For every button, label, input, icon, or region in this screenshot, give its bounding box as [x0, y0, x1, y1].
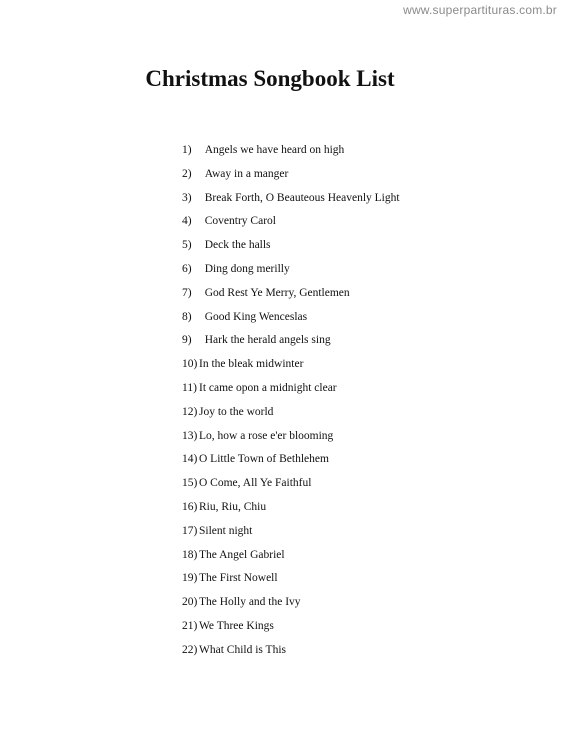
song-title: The Holly and the Ivy	[199, 596, 301, 609]
song-number: 13)	[182, 429, 198, 442]
song-number: 17)	[182, 524, 198, 537]
song-number: 5)	[182, 239, 192, 252]
song-title: Riu, Riu, Chiu	[199, 500, 267, 513]
song-title: It came opon a midnight clear	[199, 381, 337, 394]
list-item	[182, 427, 400, 451]
song-number: 1)	[182, 144, 192, 156]
song-title: O Little Town of Bethlehem	[199, 453, 329, 466]
song-number: 20)	[182, 596, 198, 609]
list-item	[182, 379, 400, 403]
song-title: God Rest Ye Merry, Gentlemen	[204, 286, 350, 299]
song-number: 4)	[182, 215, 192, 228]
list-item	[182, 593, 400, 617]
list-item	[182, 212, 400, 236]
list-item	[182, 641, 400, 665]
list-item	[182, 450, 400, 474]
list-item	[182, 236, 400, 260]
song-title: Break Forth, O Beauteous Heavenly Light	[204, 191, 400, 204]
song-number: 19)	[182, 572, 198, 585]
list-item	[182, 355, 400, 379]
song-number: 2)	[182, 167, 192, 180]
song-number: 10)	[182, 358, 198, 371]
list-item	[182, 569, 400, 593]
song-number: 15)	[182, 477, 198, 490]
song-number: 18)	[182, 548, 198, 561]
list-item	[182, 141, 400, 165]
song-title: Lo, how a rose e'er blooming	[199, 429, 334, 442]
song-title: Angels we have heard on high	[204, 144, 345, 156]
list-item	[182, 189, 400, 213]
song-title: O Come, All Ye Faithful	[199, 477, 312, 490]
song-number: 22)	[182, 643, 198, 656]
list-item	[182, 546, 400, 570]
song-title: In the bleak midwinter	[199, 358, 304, 371]
song-number: 14)	[182, 453, 198, 466]
song-title: Joy to the world	[199, 405, 274, 418]
song-title: Good King Wenceslas	[204, 310, 308, 323]
song-number: 7)	[182, 286, 192, 299]
song-title: Away in a manger	[204, 167, 289, 180]
list-item	[182, 522, 400, 546]
list-item	[182, 474, 400, 498]
song-title: The Angel Gabriel	[199, 548, 285, 561]
list-item	[182, 308, 400, 332]
song-list	[182, 141, 400, 665]
list-item	[182, 284, 400, 308]
song-number: 16)	[182, 500, 198, 513]
song-title: Coventry Carol	[204, 215, 276, 228]
song-title: We Three Kings	[199, 619, 274, 632]
list-item	[182, 498, 400, 522]
list-item	[182, 331, 400, 355]
song-number: 21)	[182, 619, 198, 632]
list-item	[182, 260, 400, 284]
site-watermark: www.superpartituras.com.br	[403, 3, 557, 17]
song-title: What Child is This	[199, 643, 286, 656]
song-title: Ding dong merilly	[204, 262, 290, 275]
song-number: 12)	[182, 405, 198, 418]
song-title: Silent night	[199, 524, 253, 537]
song-title: Hark the herald angels sing	[204, 334, 331, 347]
song-number: 9)	[182, 334, 192, 347]
song-number: 11)	[182, 381, 197, 394]
song-title: The First Nowell	[199, 572, 278, 585]
page-title: Christmas Songbook List	[145, 66, 395, 91]
list-item	[182, 617, 400, 641]
song-number: 6)	[182, 262, 192, 275]
list-item	[182, 165, 400, 189]
song-title: Deck the halls	[204, 239, 271, 252]
list-item	[182, 403, 400, 427]
song-number: 8)	[182, 310, 192, 323]
song-number: 3)	[182, 191, 192, 204]
